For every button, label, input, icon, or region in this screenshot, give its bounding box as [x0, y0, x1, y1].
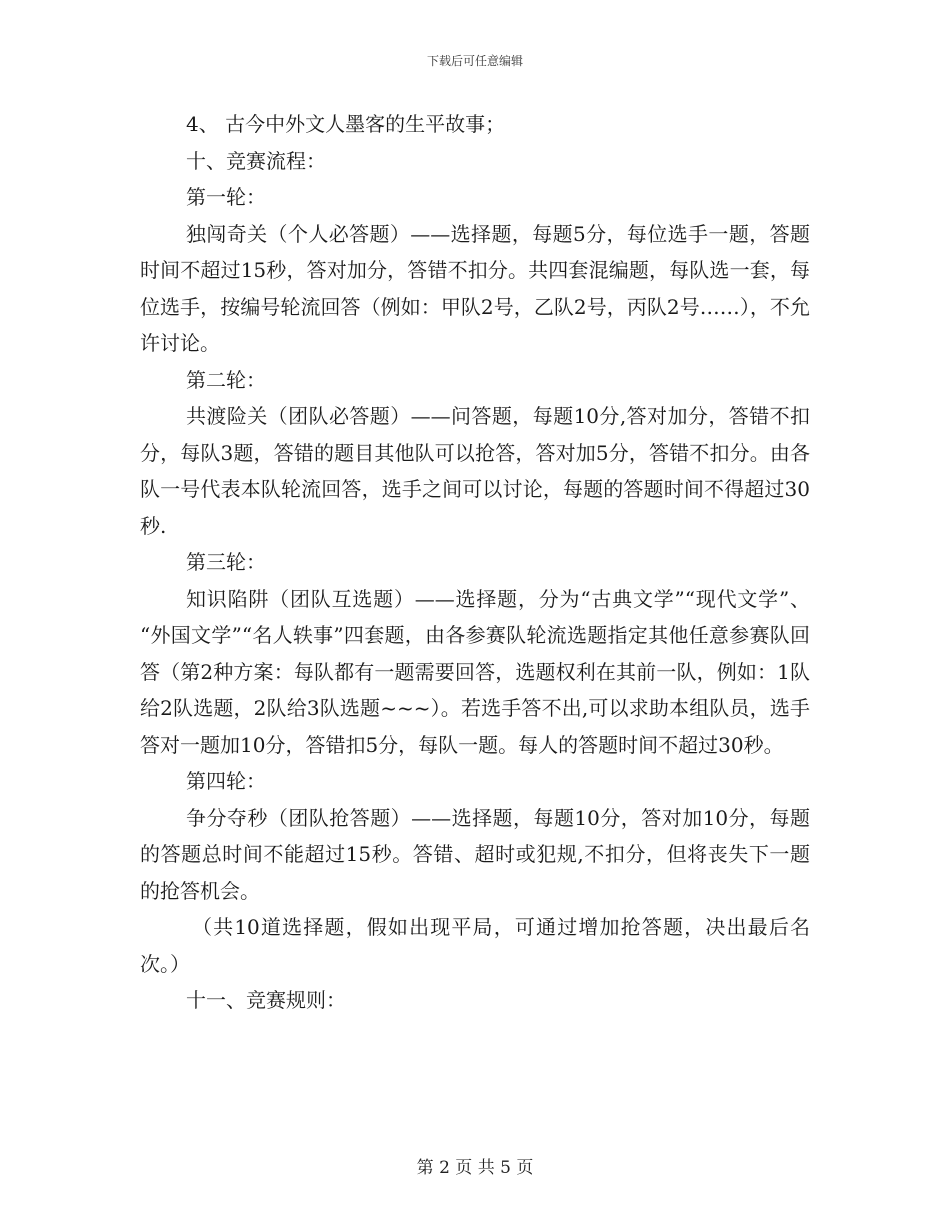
- section-heading-10: 十、竞赛流程：: [186, 148, 326, 173]
- round-3-heading: 第三轮：: [186, 550, 266, 574]
- round-2-heading: 第二轮：: [186, 367, 266, 392]
- document-body: [140, 106, 810, 1019]
- round-2-description: 共渡险关（团队必答题）——问答题，每题10分,答对加分，答错不扣分，每队3题，答错的题目其他队可以抢答，答对加5分，答错不扣分。由各队一号代表本队轮流回答，选手之间可以讨论，每题的答题时间不得超过30秒.: [140, 404, 810, 538]
- round-4-description: 争分夺秒（团队抢答题）——选择题，每题10分，答对加10分，每题的答题总时间不能超过15秒。答错、超时或犯规,不扣分，但将丧失下一题的抢答机会。: [140, 805, 810, 903]
- page-header: 下载后可任意编辑: [426, 54, 523, 68]
- round-4-heading: 第四轮：: [186, 769, 266, 793]
- tiebreak-note: （共10道选择题，假如出现平局，可通过增加抢答题，决出最后名次。）: [140, 915, 810, 976]
- list-item-4: 4、 古今中外文人墨客的生平故事；: [186, 112, 506, 136]
- section-heading-11: 十一、竞赛规则：: [186, 988, 346, 1012]
- round-1-description: 独闯奇关（个人必答题）——选择题，每题5分，每位选手一题，答题时间不超过15秒，答对加分，答错不扣分。共四套混编题，每队选一套，每位选手，按编号轮流回答（例如：甲队2号，乙队2号，丙队2号……），不允许讨论。: [140, 221, 810, 355]
- round-1-heading: 第一轮：: [186, 185, 266, 209]
- round-3-description: 知识陷阱（团队互选题）——选择题，分为“古典文学”“现代文学”、 “外国文学”“名人轶事”四套题，由各参赛队轮流选题指定其他任意参赛队回答（第2种方案：每队都有一题需要回答，选题权利在其前一队，例如：1队给2队选题，2队给3队选题~~~）。若选手答不出,可以求助本组队员，选手答对一题加10分，答错扣5分，每队一题。每人的答题时间不超过30秒。: [140, 586, 810, 757]
- page-footer: 第 2 页 共 5 页: [416, 1158, 534, 1178]
